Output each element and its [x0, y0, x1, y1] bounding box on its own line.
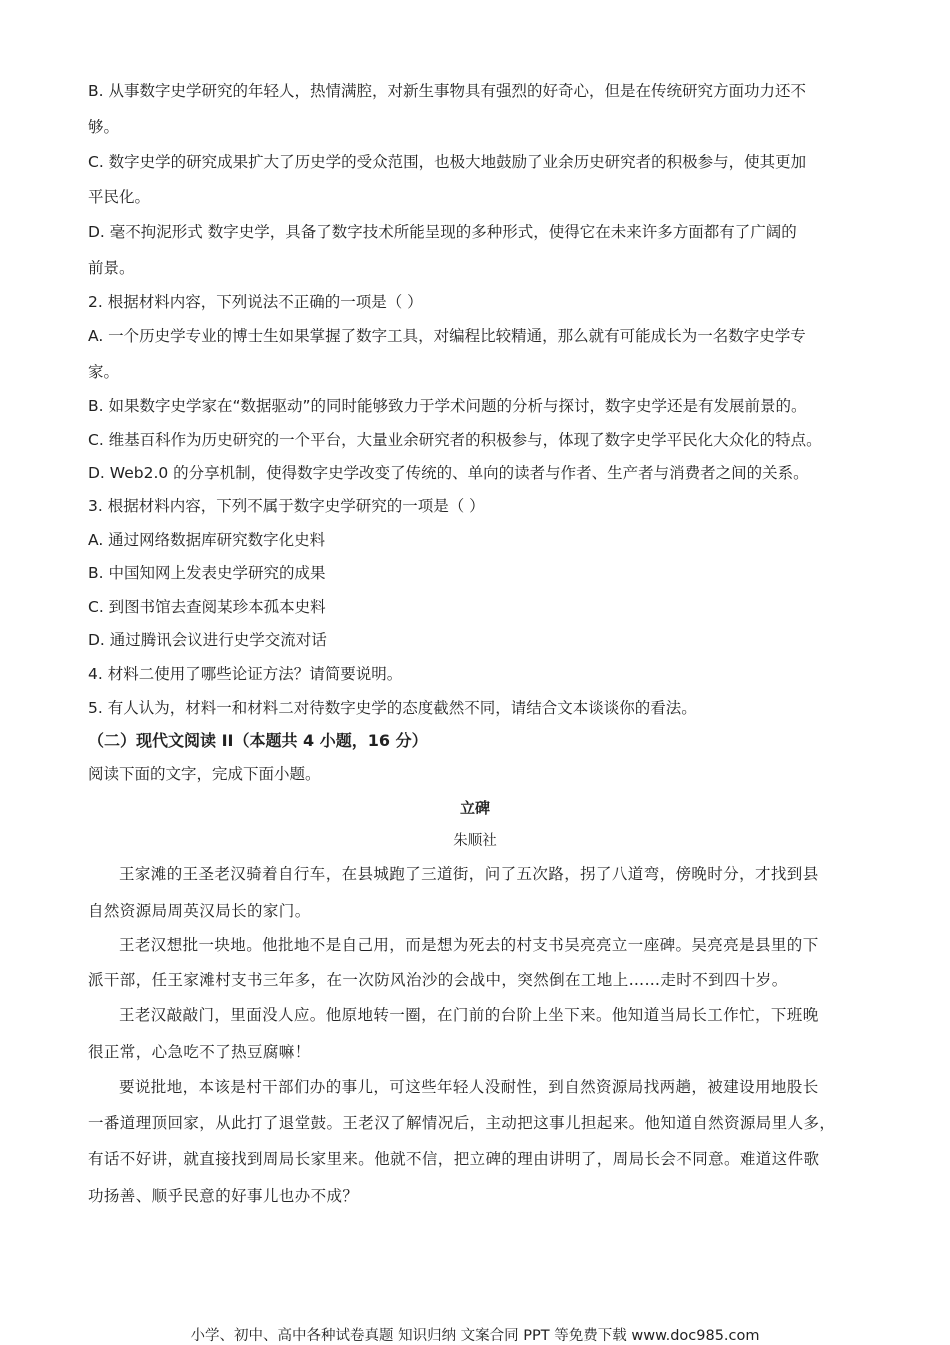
q2-option-c: C. 维基百科作为历史研究的一个平台，大量业余研究者的积极参与，体现了数字史学平民化大众化的特点。: [88, 431, 822, 449]
story-author: 朱顺社: [453, 833, 497, 849]
story-p2-line2: 派干部，任王家滩村支书三年多，在一次防风治沙的会战中，突然倒在工地上……走时不到四十岁。: [88, 971, 788, 989]
q3-stem: 3. 根据材料内容，下列不属于数字史学研究的一项是（ ）: [88, 497, 485, 515]
q4-stem: 4. 材料二使用了哪些论证方法？请简要说明。: [88, 665, 403, 683]
q1-option-b-line1: B. 从事数字史学研究的年轻人，热情满腔，对新生事物具有强烈的好奇心，但是在传统研究方面功力还不: [88, 82, 806, 100]
story-p4-line2: 一番道理顶回家，从此打了退堂鼓。王老汉了解情况后，主动把这事儿担起来。他知道自然资源局里人多，: [88, 1114, 836, 1132]
story-title: 立碑: [459, 799, 490, 817]
q2-option-a-line1: A. 一个历史学专业的博士生如果掌握了数字工具，对编程比较精通，那么就有可能成长为一名数字史学专: [88, 327, 806, 345]
q2-option-d: D. Web2.0 的分享机制，使得数字史学改变了传统的、单向的读者与作者、生产者与消费者之间的关系。: [88, 464, 809, 482]
section-heading: （二）现代文阅读 II（本题共 4 小题，16 分）: [88, 731, 428, 750]
footer-banner: 小学、初中、高中各种试卷真题 知识归纳 文案合同 PPT 等免费下载 www.doc985.com: [190, 1328, 760, 1344]
q2-option-a-line2: 家。: [88, 363, 120, 381]
story-p4-line4: 功扬善、顺乎民意的好事儿也办不成？: [88, 1187, 359, 1205]
story-p4-line3: 有话不好讲，就直接找到周局长家里来。他就不信，把立碑的理由讲明了，周局长会不同意。难道这件歌: [88, 1150, 820, 1168]
q1-option-d-line1: D. 毫不拘泥形式 数字史学，具备了数字技术所能呈现的多种形式，使得它在未来许多方面都有了广阔的: [88, 223, 797, 241]
q3-option-b: B. 中国知网上发表史学研究的成果: [88, 564, 326, 582]
q2-stem: 2. 根据材料内容，下列说法不正确的一项是（ ）: [88, 293, 423, 311]
story-p1-line1: 王家滩的王圣老汉骑着自行车，在县城跑了三道街，问了五次路，拐了八道弯，傍晚时分，才找到县: [119, 865, 819, 883]
q5-stem: 5. 有人认为，材料一和材料二对待数字史学的态度截然不同，请结合文本谈谈你的看法。: [88, 699, 697, 717]
q1-option-d-line2: 前景。: [88, 259, 135, 277]
q3-option-c: C. 到图书馆去查阅某珍本孤本史料: [88, 598, 326, 616]
story-p2-line1: 王老汉想批一块地。他批地不是自己用，而是想为死去的村支书吴亮亮立一座碑。吴亮亮是县里的下: [119, 936, 819, 954]
q3-option-a: A. 通过网络数据库研究数字化史料: [88, 531, 326, 549]
q1-option-c-line1: C. 数字史学的研究成果扩大了历史学的受众范围，也极大地鼓励了业余历史研究者的积极参与，使其更加: [88, 153, 807, 171]
story-p1-line2: 自然资源局周英汉局长的家门。: [88, 902, 311, 920]
story-p3-line1: 王老汉敲敲门，里面没人应。他原地转一圈，在门前的台阶上坐下来。他知道当局长工作忙，下班晚: [119, 1006, 819, 1024]
q1-option-c-line2: 平民化。: [88, 188, 151, 206]
section-instruction: 阅读下面的文字，完成下面小题。: [88, 765, 321, 783]
story-p3-line2: 很正常，心急吃不了热豆腐嘛！: [88, 1043, 311, 1061]
q2-option-b: B. 如果数字史学家在“数据驱动”的同时能够致力于学术问题的分析与探讨，数字史学还是有发展前景的。: [88, 397, 807, 415]
story-p4-line1: 要说批地，本该是村干部们办的事儿，可这些年轻人没耐性，到自然资源局找两趟，被建设用地股长: [119, 1078, 819, 1096]
q3-option-d: D. 通过腾讯会议进行史学交流对话: [88, 631, 327, 649]
q1-option-b-line2: 够。: [88, 118, 120, 136]
